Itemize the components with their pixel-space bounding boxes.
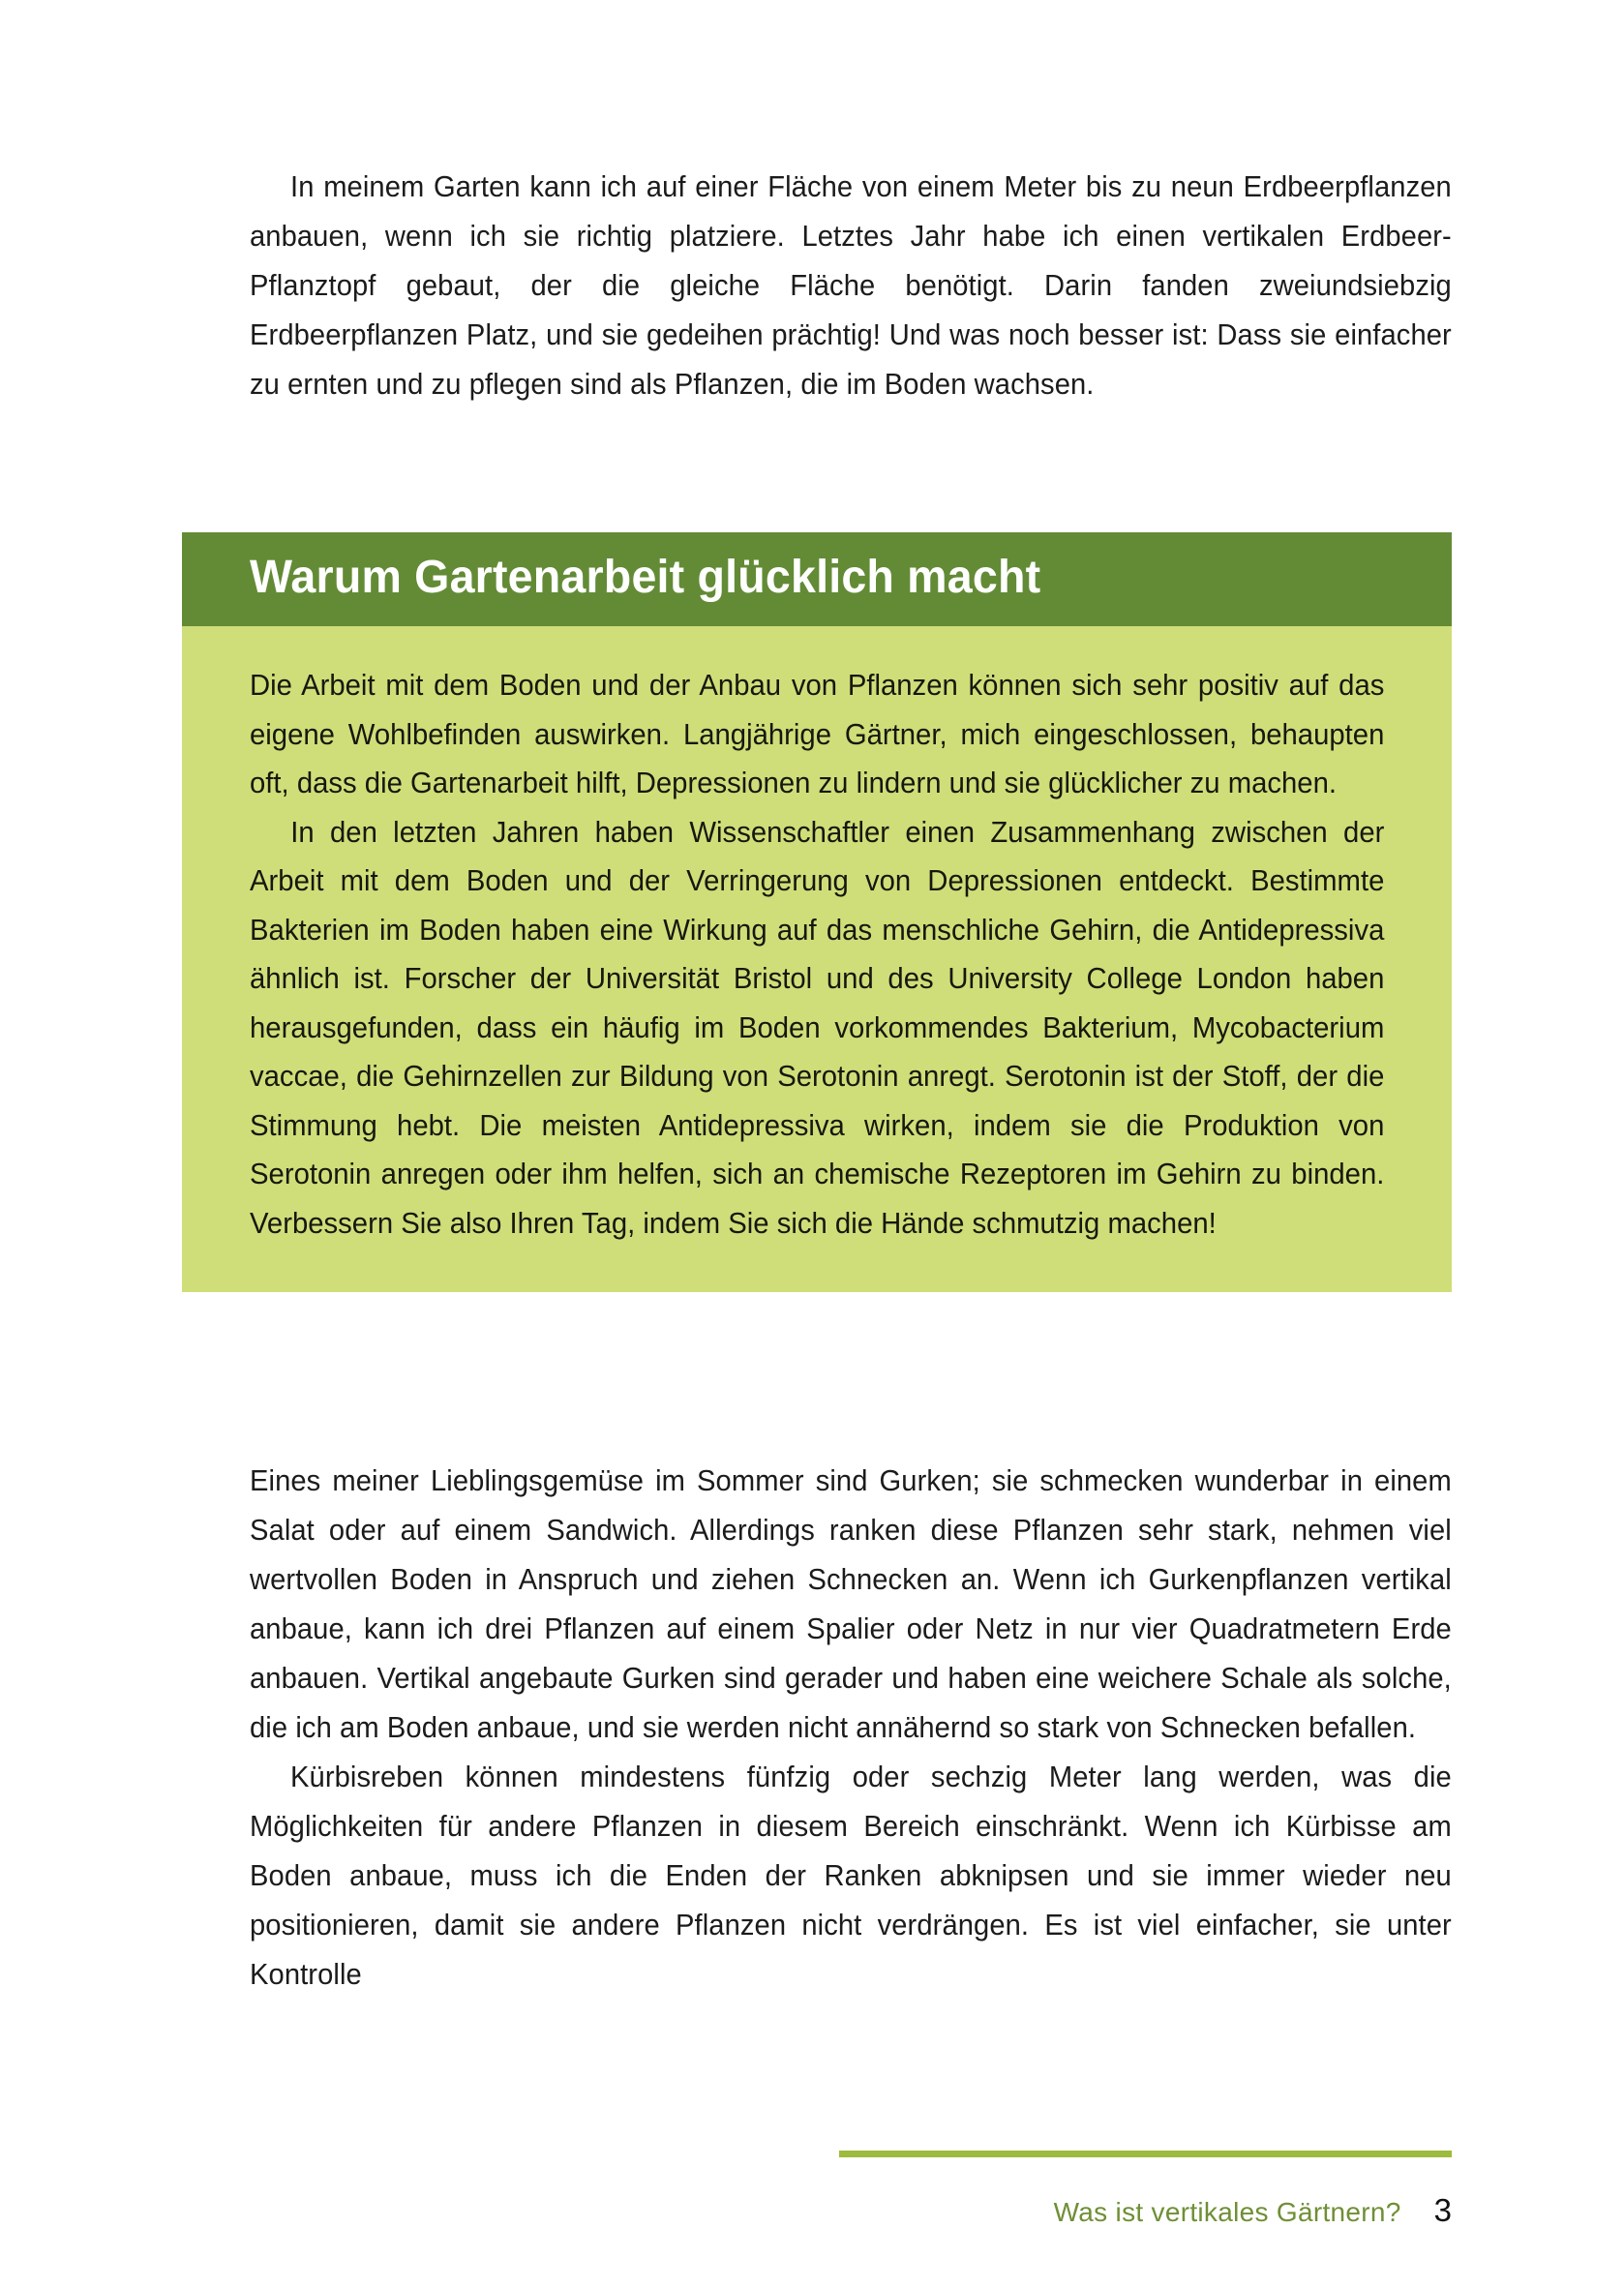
- footer-divider-rule: [839, 2151, 1452, 2157]
- page-footer: [0, 2141, 1624, 2276]
- intro-paragraph-1: In meinem Garten kann ich auf einer Fläche von einem Meter bis zu neun Erdbeerpflanzen anbauen, wenn ich sie richtig platziere. Letztes Jahr habe ich einen vertikalen Erdbeer-Pflanztopf gebaut, der die gleiche Fläche benötigt. Darin fanden zweiundsiebzig Erdbeerpflanzen Platz, und sie gedeihen prächtig! Und was noch besser ist: Dass sie einfacher zu ernten und zu pflegen sind als Pflanzen, die im Boden wachsen.: [250, 170, 1452, 401]
- footer-page-number: 3: [1433, 2192, 1452, 2228]
- lower-paragraph-2: Kürbisreben können mindestens fünfzig oder sechzig Meter lang werden, was die Möglichkeiten für andere Pflanzen in diesem Bereich einschränkt. Wenn ich Kürbisse am Boden anbaue, muss ich die Enden der Ranken abknipsen und sie immer wieder neu positionieren, damit sie andere Pflanzen nicht verdrängen. Es ist viel einfacher, sie unter Kontrolle: [250, 1761, 1452, 1991]
- highlight-sidebar-box: [182, 532, 1452, 1292]
- intro-section: [250, 163, 1452, 409]
- sidebar-paragraph-1: Die Arbeit mit dem Boden und der Anbau von Pflanzen können sich sehr positiv auf das eigene Wohlbefinden auswirken. Langjährige Gärtner, mich eingeschlossen, behaupten oft, dass die Gartenarbeit hilft, Depressionen zu lindern und sie glücklicher zu machen.: [250, 669, 1385, 799]
- lower-paragraph-1: Eines meiner Lieblingsgemüse im Sommer sind Gurken; sie schmecken wunderbar in einem Salat oder auf einem Sandwich. Allerdings ranken diese Pflanzen sehr stark, nehmen viel wertvollen Boden in Anspruch und ziehen Schnecken an. Wenn ich Gurkenpflanzen vertikal anbaue, kann ich drei Pflanzen auf einem Spalier oder Netz in nur vier Quadratmetern Erde anbauen. Vertikal angebaute Gurken sind gerader und haben eine weichere Schale als solche, die ich am Boden anbaue, und sie werden nicht annähernd so stark von Schnecken befallen.: [250, 1464, 1452, 1744]
- footer-running-head: Was ist vertikales Gärtnern?: [1053, 2197, 1401, 2227]
- sidebar-title: Warum Gartenarbeit glücklich macht: [250, 552, 1041, 603]
- sidebar-body-panel: [182, 626, 1452, 1292]
- footer-content: [839, 2192, 1452, 2229]
- sidebar-header-band: [182, 532, 1452, 626]
- lower-body-section: [250, 1457, 1452, 2000]
- sidebar-paragraph-2: In den letzten Jahren haben Wissenschaftler einen Zusammenhang zwischen der Arbeit mit dem Boden und der Verringerung von Depressionen entdeckt. Bestimmte Bakterien im Boden haben eine Wirkung auf das menschliche Gehirn, die Antidepressiva ähnlich ist. Forscher der Universität Bristol und des University College London haben herausgefunden, dass ein häufig im Boden vorkommendes Bakterium, Mycobacterium vaccae, die Gehirnzellen zur Bildung von Serotonin anregt. Serotonin ist der Stoff, der die Stimmung hebt. Die meisten Antidepressiva wirken, indem sie die Produktion von Serotonin anregen oder ihm helfen, sich an chemische Rezeptoren im Gehirn zu binden. Verbessern Sie also Ihren Tag, indem Sie sich die Hände schmutzig machen!: [250, 815, 1385, 1240]
